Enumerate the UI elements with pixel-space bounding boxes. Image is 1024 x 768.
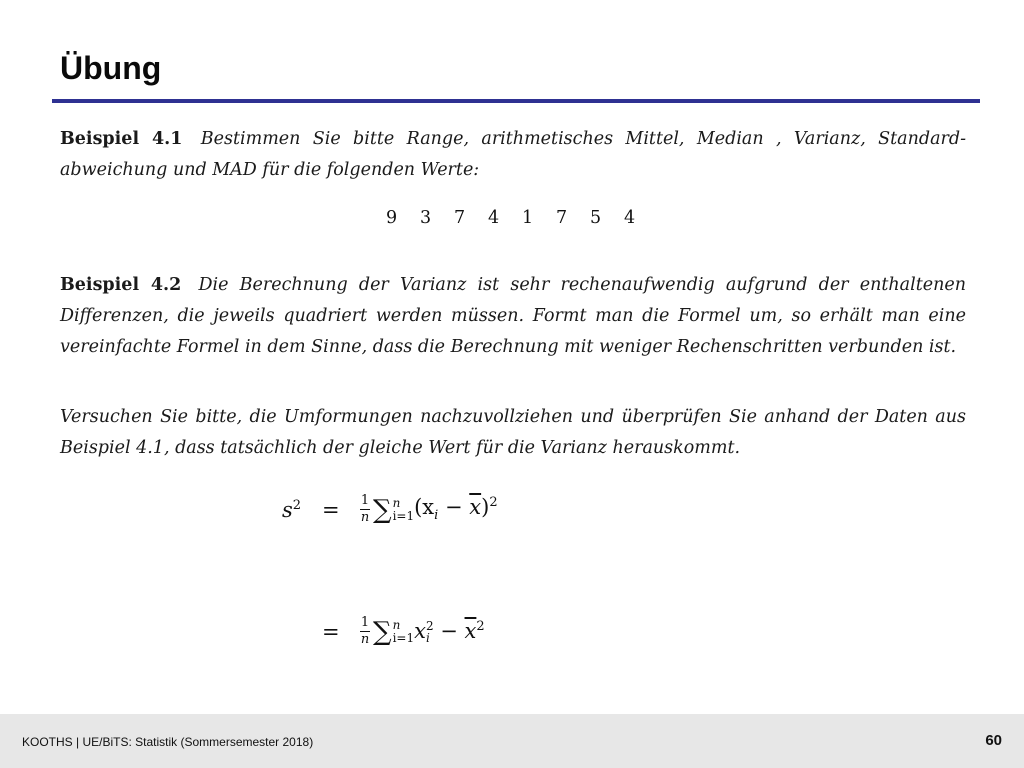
value-item: 7 [556, 208, 568, 228]
value-list [386, 208, 658, 228]
example-4-2-label: Beispiel 4.2 [60, 275, 182, 295]
equals-sign: = [322, 498, 340, 522]
fraction: $\frac{1}{n}$ [360, 493, 370, 525]
value-item: 9 [386, 208, 398, 228]
value-item: 3 [420, 208, 432, 228]
example-4-2 [60, 270, 966, 363]
equals-sign: = [322, 620, 340, 644]
example-4-2-text: Die Berechnung der Varianz ist sehr rechenaufwendig aufgrund der enthaltenen Differenzen, die jeweils quadriert werden müssen. Formt man die Formel um, so erhält man eine vereinfachte Formel in dem Sinne, dass die Berechnung mit weniger Rechenschritten verbunden ist. [60, 275, 966, 357]
page-number: 60 [985, 732, 1002, 749]
simplified-term: x 2 i − $\overline{x}^2$ [414, 618, 485, 646]
variance-formula-original [360, 494, 498, 525]
example-4-2-task-text: Versuchen Sie bitte, die Umformungen nachzuvollziehen und überprüfen Sie anhand der Daten aus Beispiel 4.1, dass tatsächlich der gleiche Wert für die Varianz herauskommt. [60, 407, 966, 458]
footer-course-info: KOOTHS | UE/BiTS: Statistik (Sommersemester 2018) [22, 735, 314, 749]
squared-deviation-term: $(x_i - \overline{x})^2$ [414, 495, 498, 524]
example-4-1 [60, 124, 966, 186]
slide-title: Übung [60, 50, 162, 86]
fraction: $\frac{1}{n}$ [360, 615, 370, 647]
sum-sign: ∑ n i=1 [373, 616, 415, 647]
title-underline [52, 99, 980, 103]
value-item: 1 [522, 208, 534, 228]
value-item: 4 [488, 208, 500, 228]
sum-sign: ∑ n i=1 [373, 494, 415, 525]
value-item: 4 [624, 208, 636, 228]
value-item: 5 [590, 208, 602, 228]
example-4-2-task [60, 402, 966, 464]
variance-formula-simplified [360, 616, 485, 647]
example-4-1-label: Beispiel 4.1 [60, 129, 183, 149]
variance-symbol: $s^2$ [282, 498, 302, 522]
value-item: 7 [454, 208, 466, 228]
example-4-1-text: Bestimmen Sie bitte Range, arithmetisches Mittel, Median , Varianz, Standard-abweichung und MAD für die folgenden Werte: [60, 129, 966, 180]
